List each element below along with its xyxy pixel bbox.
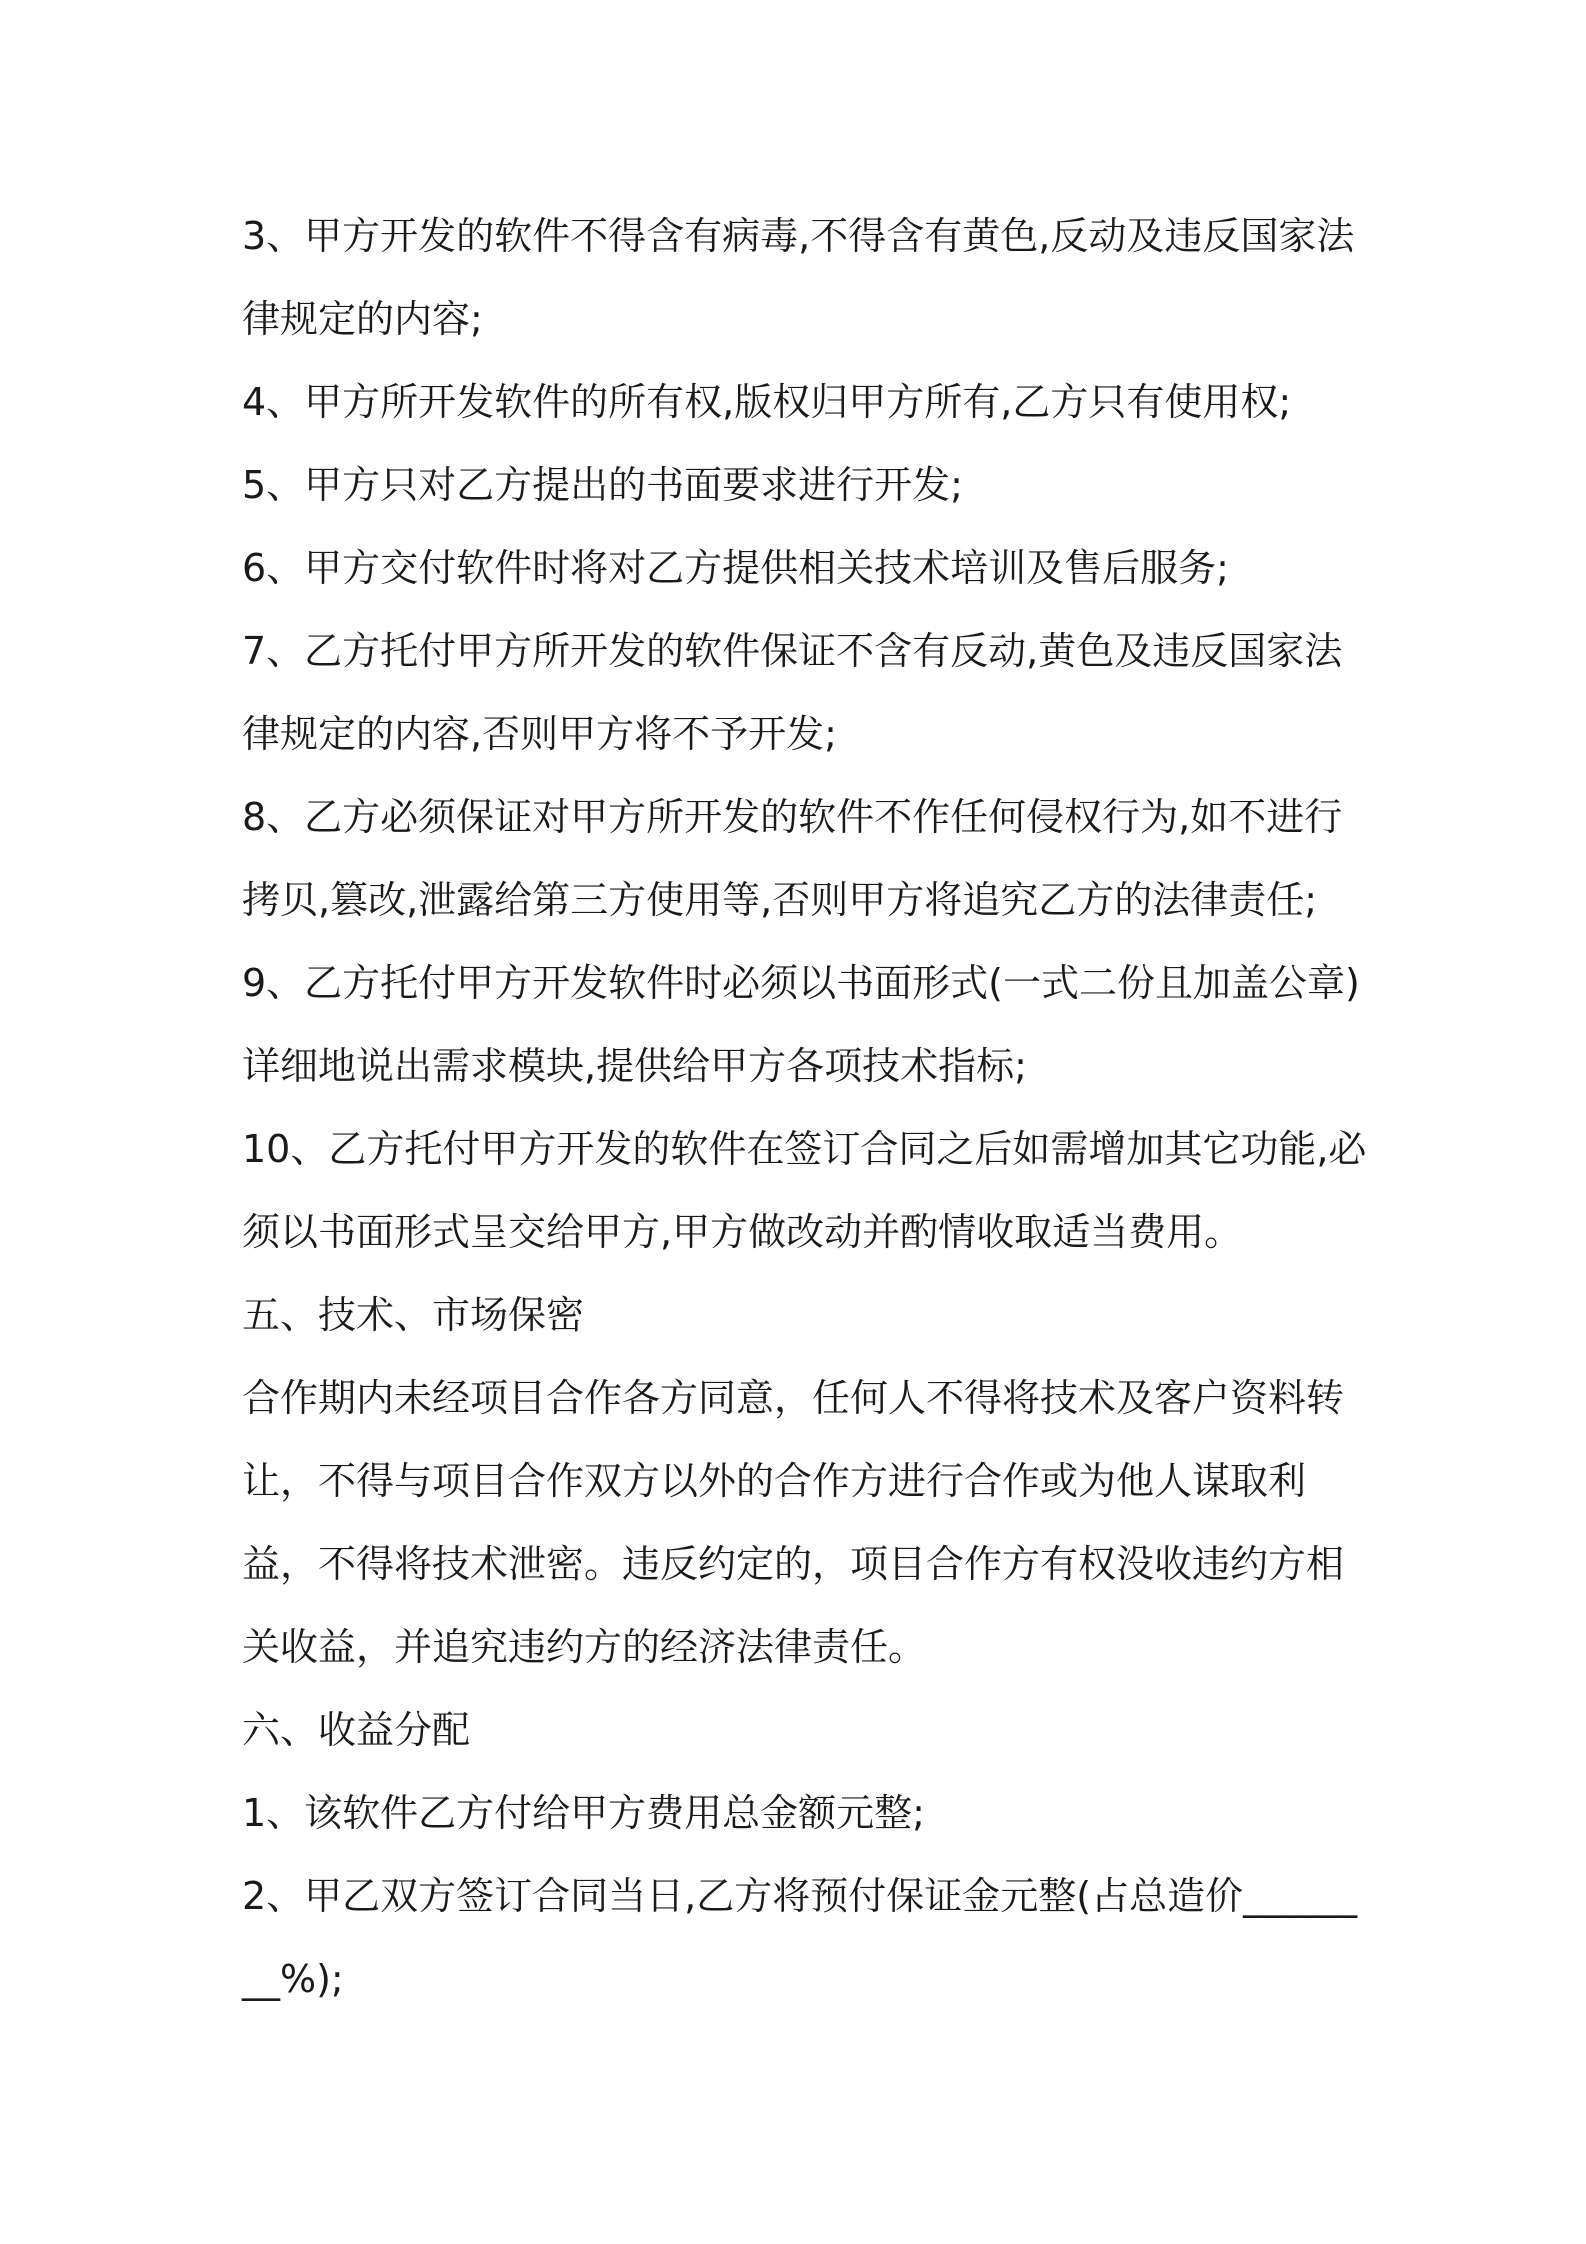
section-heading-confidentiality: 五、技术、市场保密: [242, 1293, 585, 1337]
revenue-clause-1: 1、该软件乙方付给甲方费用总金额元整;: [242, 1791, 925, 1835]
clause-7: 7、乙方托付甲方所开发的软件保证不含有反动,黄色及违反国家法律规定的内容,否则甲方将不予开发;: [242, 629, 1343, 756]
clause-8: 8、乙方必须保证对甲方所开发的软件不作任何侵权行为,如不进行拷贝,篡改,泄露给第三方使用等,否则甲方将追究乙方的法律责任;: [242, 795, 1343, 922]
clause-5: 5、甲方只对乙方提出的书面要求进行开发;: [242, 463, 963, 507]
revenue-clause-2: 2、甲乙双方签订合同当日,乙方将预付保证金元整(占总造价________%);: [242, 1874, 1358, 2001]
clause-3: 3、甲方开发的软件不得含有病毒,不得含有黄色,反动及违反国家法律规定的内容;: [242, 214, 1355, 341]
confidentiality-paragraph: 合作期内未经项目合作各方同意，任何人不得将技术及客户资料转让，不得与项目合作双方以外的合作方进行合作或为他人谋取利益，不得将技术泄密。违反约定的，项目合作方有权没收违约方相关收益，并追究违约方的经济法律责任。: [242, 1376, 1345, 1669]
document-body: [242, 195, 1372, 2021]
clause-6: 6、甲方交付软件时将对乙方提供相关技术培训及售后服务;: [242, 546, 1229, 590]
section-heading-revenue: 六、收益分配: [242, 1708, 471, 1752]
clause-10: 10、乙方托付甲方开发的软件在签订合同之后如需增加其它功能,必须以书面形式呈交给甲方,甲方做改动并酌情收取适当费用。: [242, 1127, 1367, 1254]
clause-4: 4、甲方所开发软件的所有权,版权归甲方所有,乙方只有使用权;: [242, 380, 1292, 424]
clause-9: 9、乙方托付甲方开发软件时必须以书面形式(一式二份且加盖公章)详细地说出需求模块,提供给甲方各项技术指标;: [242, 961, 1360, 1088]
